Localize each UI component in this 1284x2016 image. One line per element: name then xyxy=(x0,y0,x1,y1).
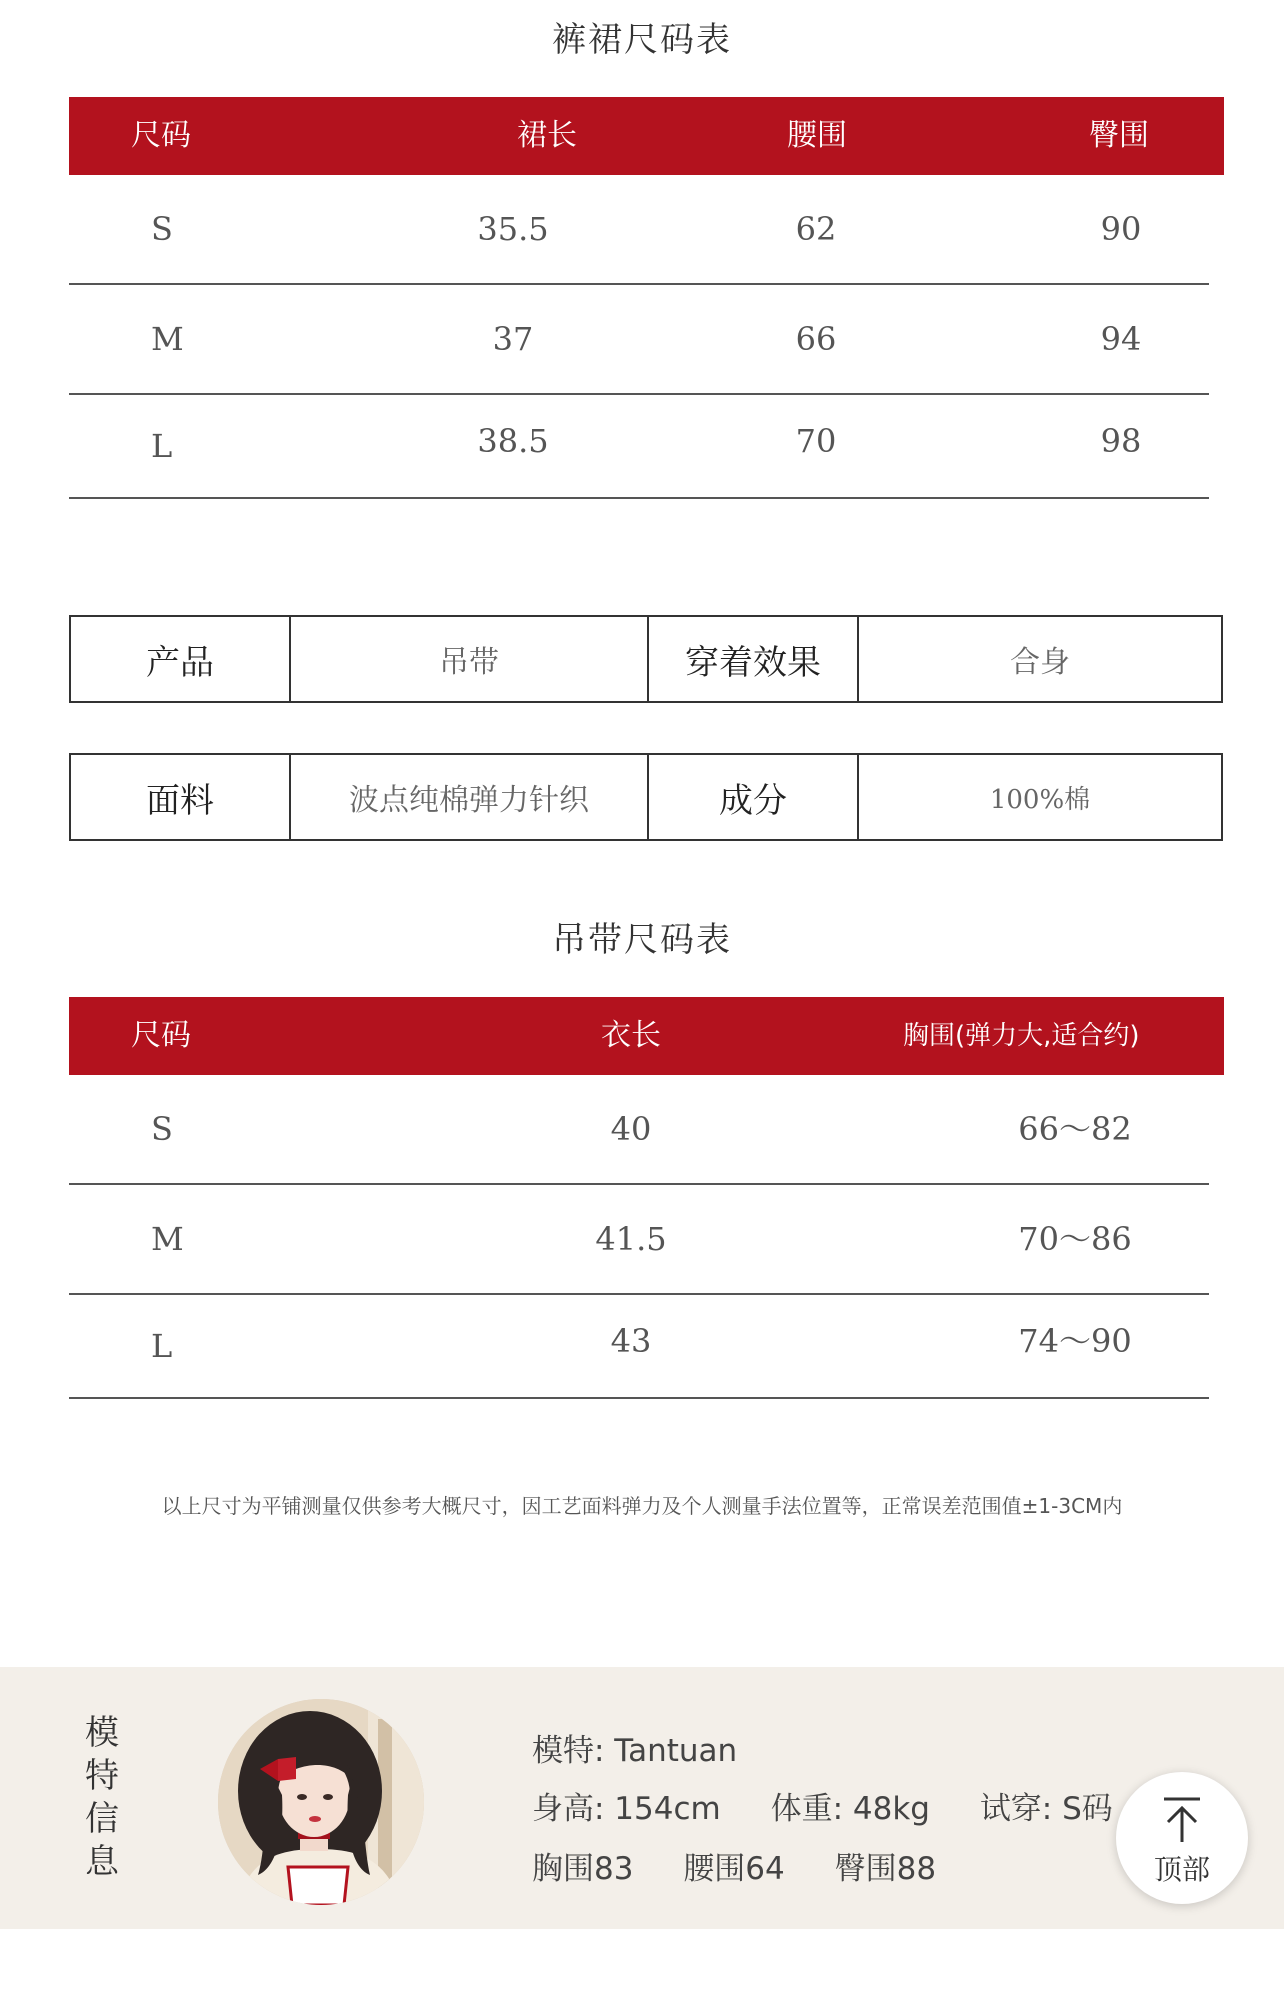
table-row xyxy=(69,1075,1209,1185)
fit-label: 穿着效果 xyxy=(649,617,859,701)
product-label: 产品 xyxy=(71,617,291,701)
table-row xyxy=(69,285,1209,395)
header-skirt-length: 裙长 xyxy=(517,118,577,153)
cell-skirt-length: 35.5 xyxy=(477,210,549,248)
cell-size: M xyxy=(151,320,184,358)
model-info-section xyxy=(0,1667,1284,1929)
header-hip: 臀围 xyxy=(1089,118,1149,153)
table-header xyxy=(69,997,1224,1075)
cami-table-title: 吊带尺码表 xyxy=(552,920,732,960)
model-name: 模特: Tantuan xyxy=(532,1733,738,1769)
cell-bust: 74～90 xyxy=(1018,1322,1132,1360)
model-title-char: 信 xyxy=(85,1799,119,1839)
cell-size: L xyxy=(151,1327,173,1365)
cell-bust: 70～86 xyxy=(1018,1220,1132,1258)
header-length: 衣长 xyxy=(601,1018,661,1053)
table-header xyxy=(69,97,1224,175)
model-section-title xyxy=(82,1712,122,1884)
model-bust: 胸围83 xyxy=(532,1851,634,1887)
product-value: 吊带 xyxy=(291,617,649,701)
skirt-size-table xyxy=(69,97,1224,499)
model-name-line xyxy=(532,1725,777,1770)
cell-hip: 98 xyxy=(1100,422,1142,460)
model-height: 身高: 154cm xyxy=(532,1791,721,1827)
model-hip: 臀围88 xyxy=(834,1851,937,1887)
cell-size: L xyxy=(151,427,173,465)
table-row xyxy=(69,395,1209,499)
cell-size: S xyxy=(151,210,173,248)
header-bust: 胸围(弹力大,适合约) xyxy=(903,1021,1140,1051)
header-size: 尺码 xyxy=(131,118,191,153)
header-size: 尺码 xyxy=(131,1018,191,1053)
model-title-char: 特 xyxy=(85,1756,119,1796)
model-measurements-line xyxy=(532,1843,976,1888)
arrow-up-icon xyxy=(1160,1796,1204,1844)
cell-waist: 70 xyxy=(795,422,837,460)
back-to-top-label: 顶部 xyxy=(1153,1853,1210,1886)
cell-length: 43 xyxy=(610,1322,652,1360)
model-stats-line xyxy=(532,1783,1153,1828)
model-waist: 腰围64 xyxy=(683,1851,785,1887)
cell-hip: 94 xyxy=(1100,320,1142,358)
header-waist: 腰围 xyxy=(787,118,847,153)
cell-skirt-length: 37 xyxy=(492,320,534,358)
measurement-note: 以上尺寸为平铺测量仅供参考大概尺寸，因工艺面料弹力及个人测量手法位置等，正常误差范围值±1-3CM内 xyxy=(161,1494,1123,1518)
product-info-row xyxy=(69,615,1223,703)
fabric-info-row xyxy=(69,753,1223,841)
fabric-label: 面料 xyxy=(71,755,291,839)
composition-value: 100%棉 xyxy=(989,784,1091,815)
model-title-char: 模 xyxy=(85,1713,119,1753)
cell-length: 41.5 xyxy=(595,1220,667,1258)
cell-hip: 90 xyxy=(1100,210,1142,248)
cell-waist: 66 xyxy=(795,320,837,358)
cell-size: M xyxy=(151,1220,184,1258)
model-title-char: 息 xyxy=(85,1842,119,1882)
model-weight: 体重: 48kg xyxy=(770,1791,930,1827)
cell-waist: 62 xyxy=(795,210,837,248)
table-row xyxy=(69,1185,1209,1295)
cell-bust: 66～82 xyxy=(1018,1110,1132,1148)
model-trial-size: 试穿: S码 xyxy=(979,1791,1113,1827)
fabric-value: 波点纯棉弹力针织 xyxy=(291,755,649,839)
cami-size-table xyxy=(69,997,1224,1399)
skirt-table-title: 裤裙尺码表 xyxy=(552,20,732,60)
composition-label: 成分 xyxy=(649,755,859,839)
fit-value: 合身 xyxy=(1010,645,1070,680)
table-row xyxy=(69,1295,1209,1399)
cell-size: S xyxy=(151,1110,173,1148)
model-avatar xyxy=(218,1699,424,1905)
cell-length: 40 xyxy=(610,1110,652,1148)
cell-skirt-length: 38.5 xyxy=(477,422,549,460)
model-portrait-icon xyxy=(218,1699,424,1905)
table-row xyxy=(69,175,1209,285)
back-to-top-button[interactable] xyxy=(1116,1772,1248,1904)
